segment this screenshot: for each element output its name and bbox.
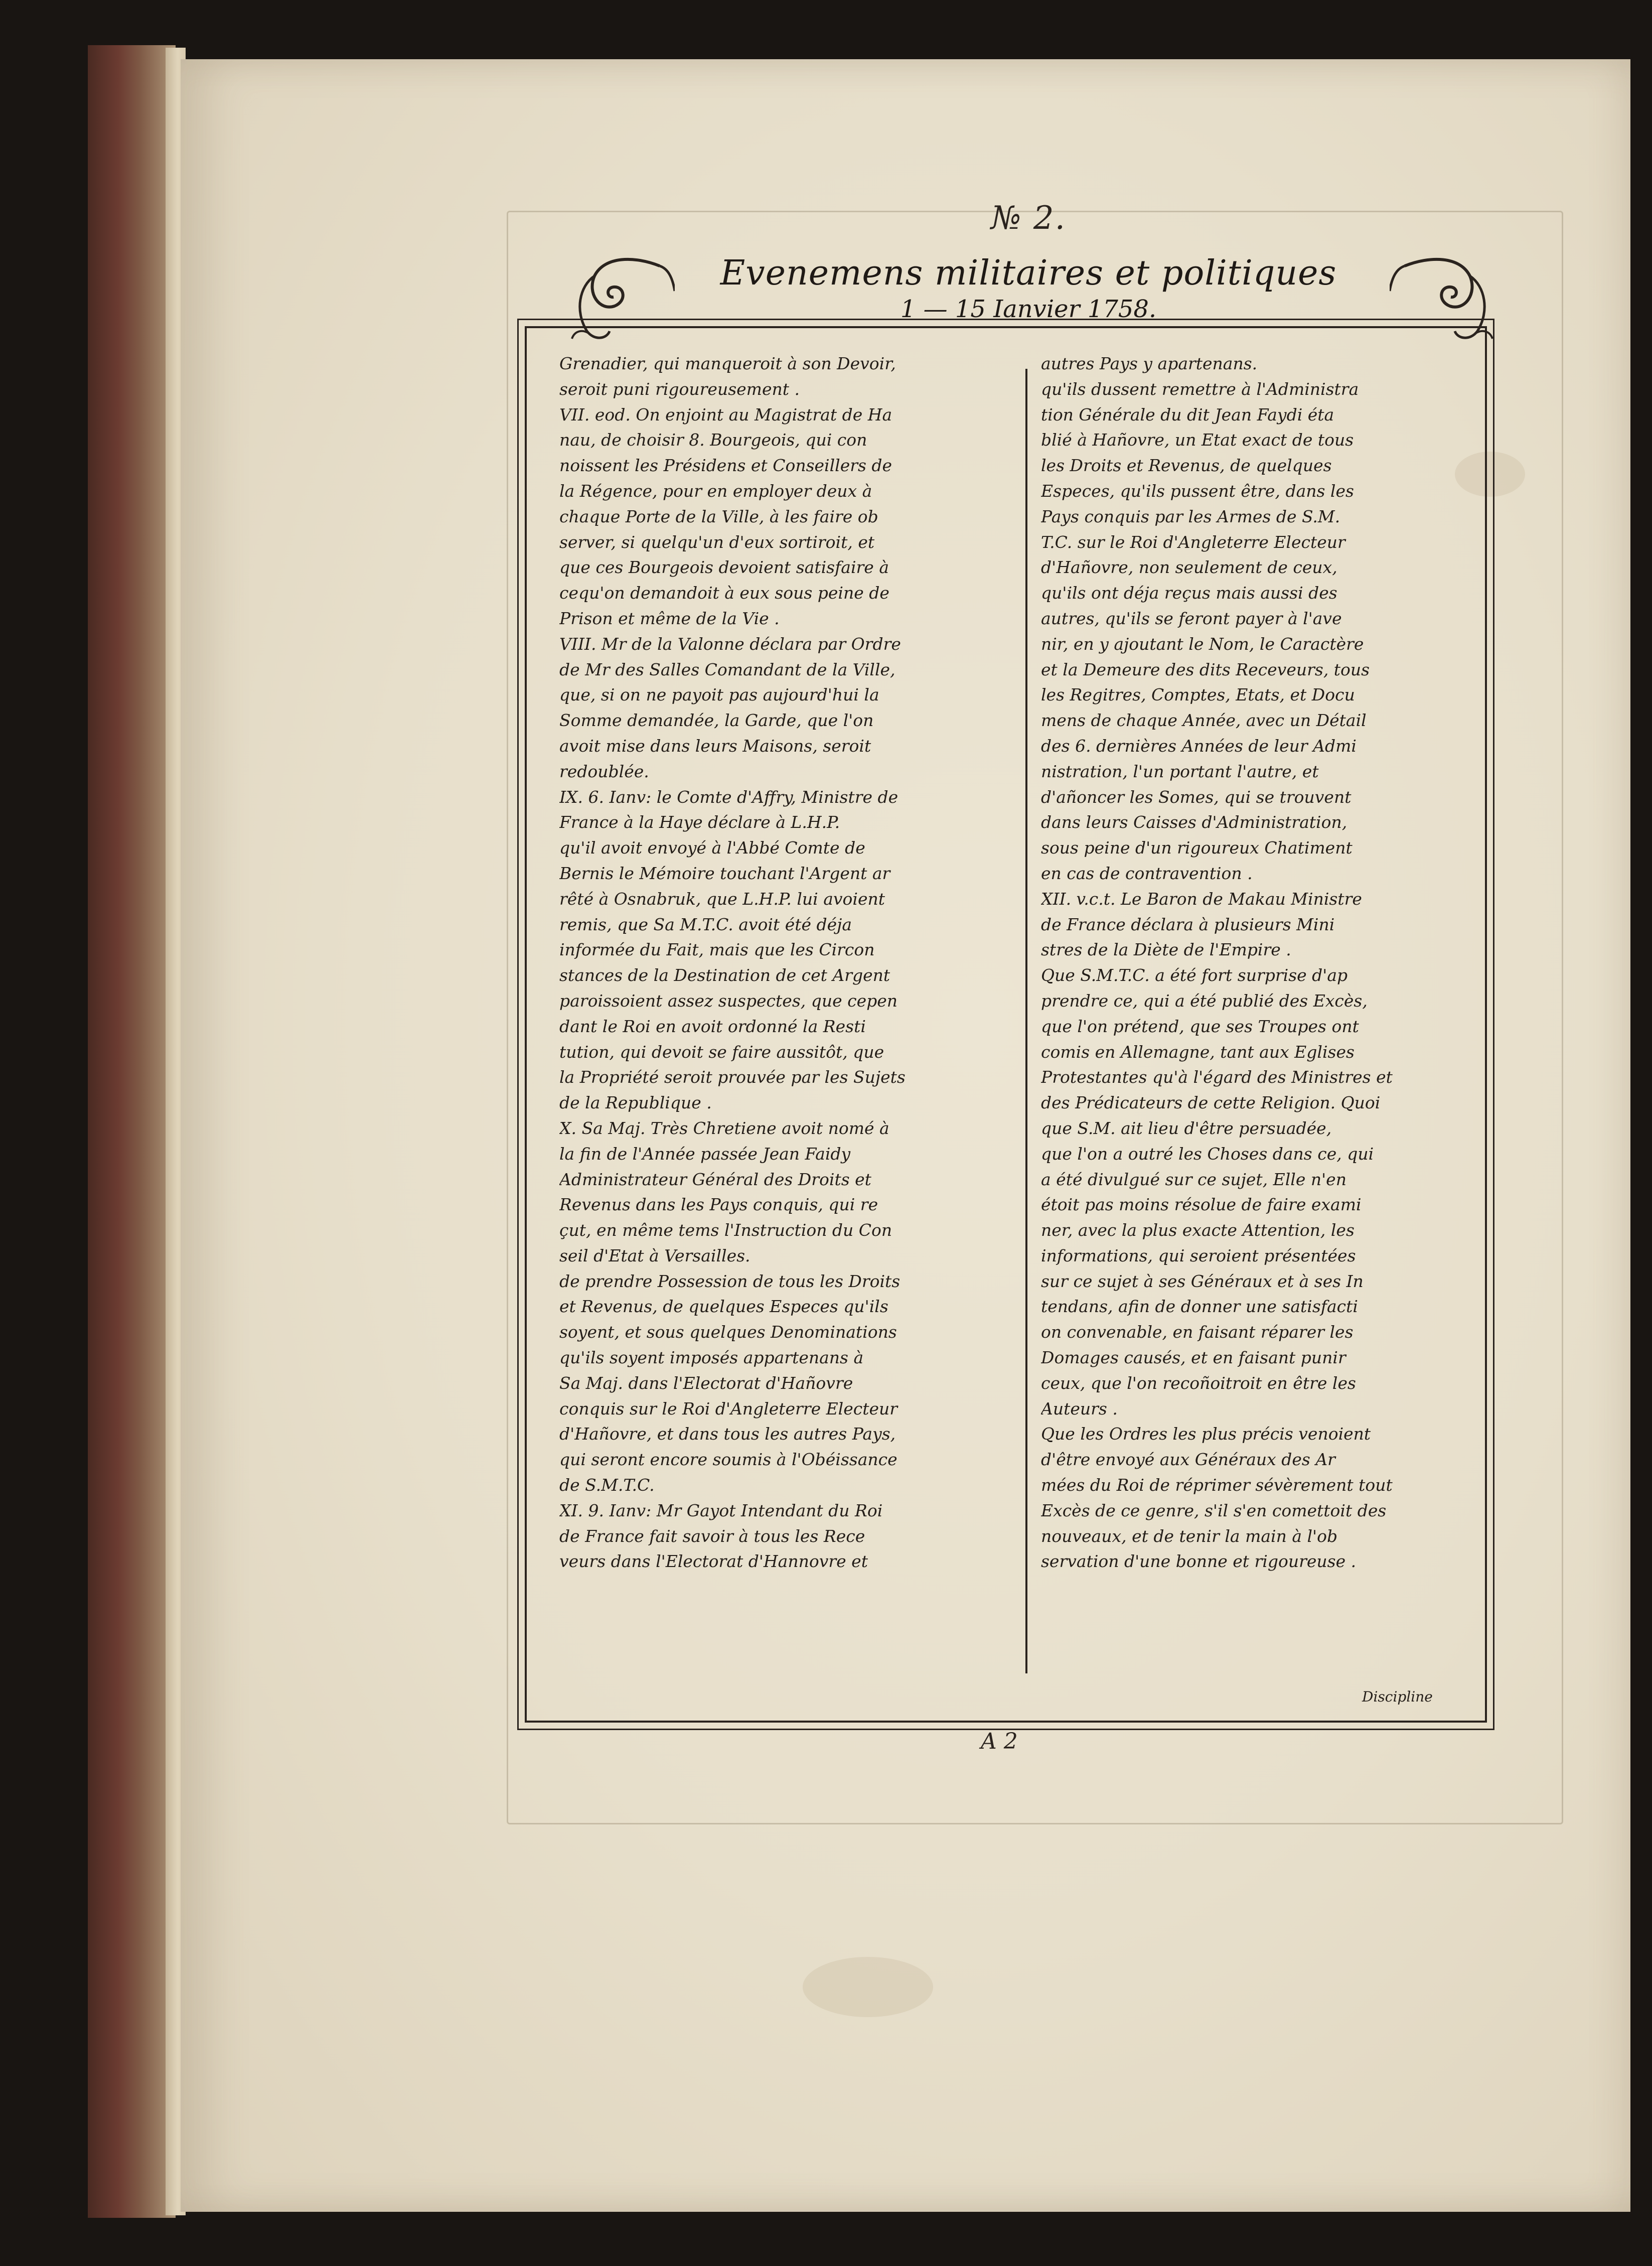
text-line: que l'on a outré les Choses dans ce, qui	[1041, 1144, 1374, 1164]
text-line: des Prédicateurs de cette Religion. Quoi	[1041, 1093, 1381, 1113]
text-line: prendre ce, qui a été publié des Excès,	[1041, 990, 1368, 1011]
text-line: a été divulgué sur ce sujet, Elle n'en	[1041, 1169, 1346, 1189]
text-line: avoit mise dans leurs Maisons, seroit	[559, 736, 871, 756]
text-line: Protestantes qu'à l'égard des Ministres et	[1041, 1067, 1393, 1087]
text-line: redoublée.	[559, 761, 649, 781]
text-line: remis, que Sa M.T.C. avoit été déja	[559, 914, 852, 934]
text-line: X. Sa Maj. Très Chretiene avoit nomé à	[559, 1118, 889, 1138]
text-line: d'Hañovre, et dans tous les autres Pays,	[559, 1424, 896, 1444]
text-line: les Droits et Revenus, de quelques	[1041, 456, 1332, 476]
text-line: XII. v.c.t. Le Baron de Makau Ministre	[1041, 889, 1362, 909]
text-line: ceux, que l'on recoñoitroit en être les	[1041, 1373, 1356, 1393]
text-line: çut, en même tems l'Instruction du Con	[559, 1220, 892, 1240]
text-line: Sa Maj. dans l'Electorat d'Hañovre	[559, 1373, 853, 1393]
text-line: nir, en y ajoutant le Nom, le Caractère	[1041, 634, 1364, 654]
text-line: cequ'on demandoit à eux sous peine de	[559, 583, 889, 603]
plate-number: № 2.	[991, 200, 1066, 237]
text-line: de S.M.T.C.	[559, 1475, 655, 1495]
text-line: que ces Bourgeois devoient satisfaire à	[559, 557, 889, 578]
text-line: qu'ils ont déja reçus mais aussi des	[1041, 583, 1337, 603]
text-line: Grenadier, qui manqueroit à son Devoir,	[559, 354, 896, 373]
text-line: stances de la Destination de cet Argent	[559, 965, 890, 985]
text-line: et la Demeure des dits Receveurs, tous	[1041, 659, 1370, 679]
text-line: la Régence, pour en employer deux à	[559, 481, 872, 501]
text-line: France à la Haye déclare à L.H.P.	[559, 812, 840, 832]
text-line: les Regitres, Comptes, Etats, et Docu	[1041, 685, 1355, 705]
text-line: sous peine d'un rigoureux Chatiment	[1041, 838, 1353, 858]
text-line: étoit pas moins résolue de faire exami	[1041, 1195, 1362, 1215]
text-line: Prison et même de la Vie .	[559, 608, 780, 628]
header-title: Evenemens militaires et politiques	[720, 253, 1337, 293]
text-line: chaque Porte de la Ville, à les faire ob	[559, 506, 878, 526]
text-line: Revenus dans les Pays conquis, qui re	[559, 1195, 878, 1215]
text-column-left	[559, 351, 1021, 1696]
text-line: de Mr des Salles Comandant de la Ville,	[559, 659, 895, 679]
text-line: sur ce sujet à ses Généraux et à ses In	[1041, 1271, 1364, 1291]
text-line: Administrateur Général des Droits et	[559, 1169, 871, 1189]
text-line: stres de la Diète de l'Empire .	[1041, 940, 1291, 960]
text-line: Domages causés, et en faisant punir	[1041, 1348, 1346, 1368]
text-line: Que S.M.T.C. a été fort surprise d'ap	[1041, 965, 1348, 985]
text-line: server, si quelqu'un d'eux sortiroit, et	[559, 532, 875, 552]
text-line: que, si on ne payoit pas aujourd'hui la	[559, 685, 879, 705]
text-line: T.C. sur le Roi d'Angleterre Electeur	[1041, 532, 1345, 552]
text-line: tendans, afin de donner une satisfacti	[1041, 1297, 1358, 1317]
text-line: tion Générale du dit Jean Faydi éta	[1041, 404, 1334, 424]
text-line: d'Hañovre, non seulement de ceux,	[1041, 557, 1337, 578]
text-line: qu'ils dussent remettre à l'Administra	[1041, 379, 1359, 399]
text-line: Especes, qu'ils pussent être, dans les	[1041, 481, 1354, 501]
text-line: rêté à Osnabruk, que L.H.P. lui avoient	[559, 889, 885, 909]
text-line: mées du Roi de réprimer sévèrement tout	[1041, 1475, 1393, 1495]
column-divider	[1025, 369, 1027, 1673]
text-line: et Revenus, de quelques Especes qu'ils	[559, 1297, 888, 1317]
text-line: conquis sur le Roi d'Angleterre Electeur	[559, 1398, 898, 1419]
text-line: qu'il avoit envoyé à l'Abbé Comte de	[559, 838, 865, 858]
text-line: de France fait savoir à tous les Rece	[559, 1526, 865, 1546]
text-line: seil d'Etat à Versailles.	[559, 1245, 750, 1265]
text-line: VIII. Mr de la Valonne déclara par Ordre	[559, 634, 901, 654]
text-line: Excès de ce genre, s'il s'en comettoit des	[1041, 1500, 1387, 1520]
text-line: d'être envoyé aux Généraux des Ar	[1041, 1450, 1335, 1470]
text-line: en cas de contravention .	[1041, 863, 1253, 883]
text-line: blié à Hañovre, un Etat exact de tous	[1041, 430, 1354, 450]
text-line: la Propriété seroit prouvée par les Sujets	[559, 1067, 906, 1087]
text-line: dans leurs Caisses d'Administration,	[1041, 812, 1347, 832]
text-line: Bernis le Mémoire touchant l'Argent ar	[559, 863, 890, 883]
text-line: informations, qui seroient présentées	[1041, 1245, 1356, 1265]
text-line: Somme demandée, la Garde, que l'on	[559, 711, 874, 731]
text-line: nistration, l'un portant l'autre, et	[1041, 761, 1319, 781]
text-line: de la Republique .	[559, 1093, 712, 1113]
signature-mark: A 2	[981, 1729, 1018, 1754]
text-line: seroit puni rigoureusement .	[559, 379, 800, 399]
text-line: soyent, et sous quelques Denominations	[559, 1322, 897, 1342]
text-line: que l'on prétend, que ses Troupes ont	[1041, 1016, 1359, 1036]
text-line: de prendre Possession de tous les Droits	[559, 1271, 900, 1291]
text-line: ner, avec la plus exacte Attention, les	[1041, 1220, 1355, 1240]
text-line: la fin de l'Année passée Jean Faidy	[559, 1144, 851, 1164]
text-line: de France déclara à plusieurs Mini	[1041, 914, 1335, 934]
text-line: paroissoient assez suspectes, que cepen	[559, 990, 898, 1011]
header-subtitle: 1 — 15 Ianvier 1758.	[900, 295, 1157, 323]
text-line: des 6. dernières Années de leur Admi	[1041, 736, 1357, 756]
text-line: XI. 9. Ianv: Mr Gayot Intendant du Roi	[559, 1500, 883, 1520]
text-line: qu'ils soyent imposés appartenans à	[559, 1348, 864, 1368]
text-line: dant le Roi en avoit ordonné la Resti	[559, 1016, 866, 1036]
text-line: Pays conquis par les Armes de S.M.	[1041, 506, 1340, 526]
text-line: on convenable, en faisant réparer les	[1041, 1322, 1354, 1342]
text-column-right	[1041, 351, 1503, 1696]
text-line: nau, de choisir 8. Bourgeois, qui con	[559, 430, 867, 450]
text-line: qui seront encore soumis à l'Obéissance	[559, 1450, 897, 1470]
text-line: VII. eod. On enjoint au Magistrat de Ha	[559, 404, 892, 424]
text-line: Auteurs .	[1041, 1398, 1118, 1419]
text-line: IX. 6. Ianv: le Comte d'Affry, Ministre de	[559, 787, 898, 807]
text-line: autres, qu'ils se feront payer à l'ave	[1041, 608, 1342, 628]
text-line: comis en Allemagne, tant aux Eglises	[1041, 1042, 1355, 1062]
text-line: nouveaux, et de tenir la main à l'ob	[1041, 1526, 1338, 1546]
text-line: que S.M. ait lieu d'être persuadée,	[1041, 1118, 1332, 1138]
text-line: d'añoncer les Somes, qui se trouvent	[1041, 787, 1351, 807]
text-line: mens de chaque Année, avec un Détail	[1041, 711, 1367, 731]
catchword: Discipline	[1362, 1688, 1433, 1705]
text-line: informée du Fait, mais que les Circon	[559, 940, 875, 960]
text-line: servation d'une bonne et rigoureuse .	[1041, 1551, 1357, 1572]
text-line: noissent les Présidens et Conseillers de	[559, 456, 892, 476]
text-line: autres Pays y apartenans.	[1041, 354, 1258, 373]
book-binding	[88, 45, 176, 2218]
paper-stain	[803, 1957, 933, 2017]
text-line: tution, qui devoit se faire aussitôt, que	[559, 1042, 884, 1062]
text-line: veurs dans l'Electorat d'Hannovre et	[559, 1551, 868, 1572]
text-line: Que les Ordres les plus précis venoient	[1041, 1424, 1371, 1444]
